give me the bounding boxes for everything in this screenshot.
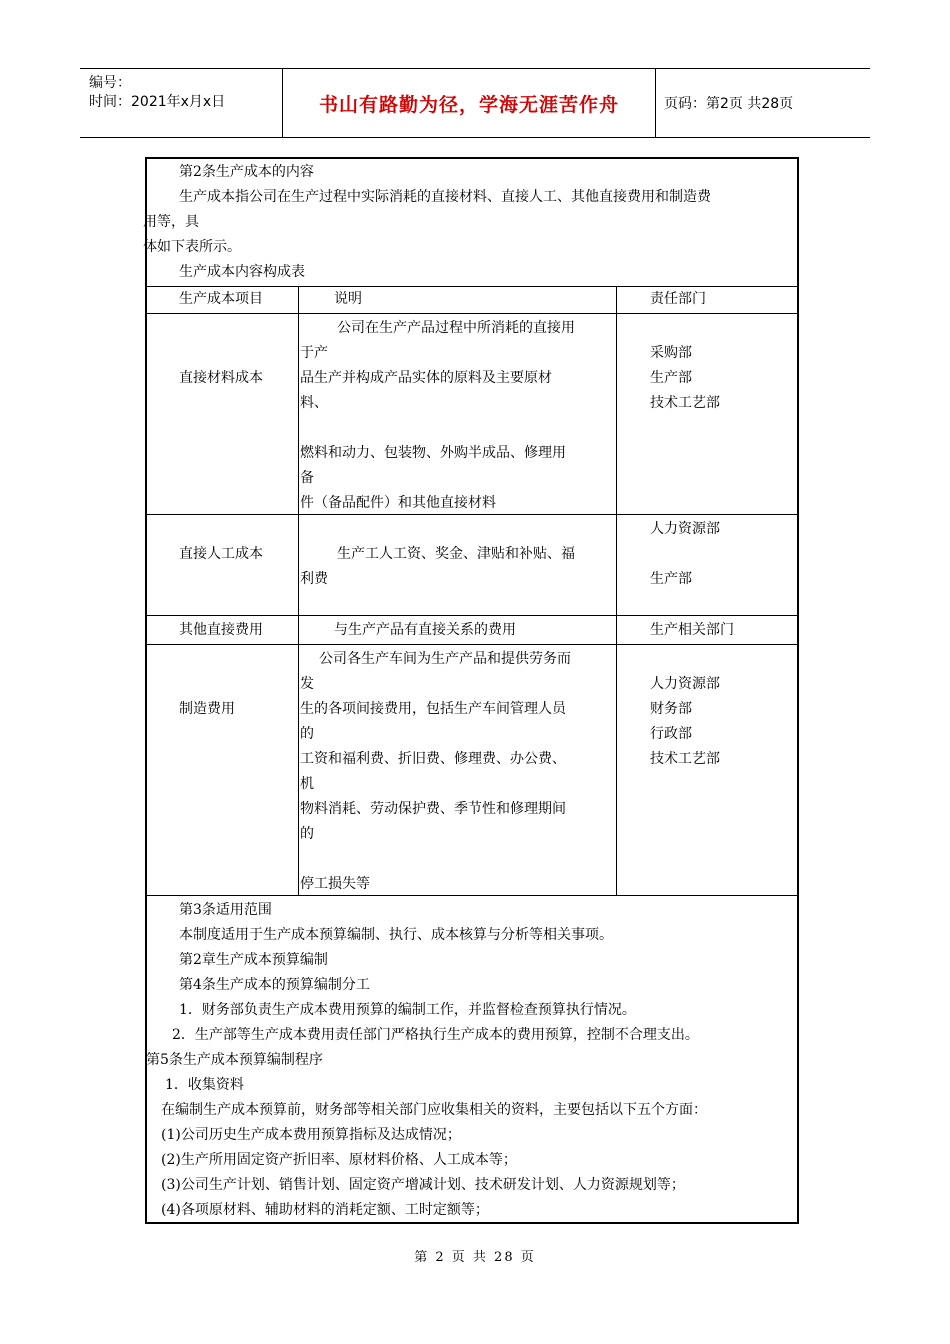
article-5-intro: 在编制生产成本预算前，财务部等相关部门应收集相关的资料，主要包括以下五个方面： — [161, 1102, 707, 1118]
table-row-divider-2 — [147, 615, 797, 616]
row-1-dept-3: 技术工艺部 — [650, 395, 720, 411]
row-4-desc-line-7: 物料消耗、劳动保护费、季节性和修理期间 — [300, 801, 566, 817]
row-4-dept-4: 技术工艺部 — [650, 751, 720, 767]
row-3-dept-1: 生产相关部门 — [650, 622, 734, 638]
document-frame — [145, 157, 799, 1224]
table-header-divider — [147, 313, 797, 314]
table-header-desc: 说明 — [334, 291, 362, 307]
header-left-cell — [80, 69, 282, 137]
article-5-list-2: (2)生产所用固定资产折旧率、原材料价格、人工成本等； — [161, 1152, 517, 1168]
row-2-desc-line-2: 利费 — [300, 571, 328, 587]
row-1-dept-1: 采购部 — [650, 345, 692, 361]
row-4-desc-line-3: 生的各项间接费用，包括生产车间管理人员 — [300, 701, 566, 717]
row-3-desc-line-1: 与生产产品有直接关系的费用 — [334, 622, 516, 638]
row-1-desc-line-8: 件（备品配件）和其他直接材料 — [300, 495, 496, 511]
article-4-item-1: 1．财务部负责生产成本费用预算的编制工作，并监督检查预算执行情况。 — [179, 1002, 636, 1018]
chapter-2-title: 第2章生产成本预算编制 — [179, 952, 328, 968]
date-label: 时间：2021年x月x日 — [89, 94, 226, 110]
row-4-dept-3: 行政部 — [650, 726, 692, 742]
row-1-item: 直接材料成本 — [179, 370, 263, 386]
table-row-divider-3 — [147, 644, 797, 645]
row-4-desc-line-6: 机 — [300, 776, 314, 792]
row-4-dept-1: 人力资源部 — [650, 676, 720, 692]
table-header-dept: 责任部门 — [650, 291, 706, 307]
row-1-desc-line-3: 品生产并构成产品实体的原料及主要原材 — [300, 370, 552, 386]
article-3-title: 第3条适用范围 — [179, 902, 272, 918]
row-2-dept-1: 人力资源部 — [650, 521, 720, 537]
row-2-desc-line-1: 生产工人工资、奖金、津贴和补贴、福 — [337, 546, 575, 562]
table-title: 生产成本内容构成表 — [179, 264, 305, 280]
row-1-dept-2: 生产部 — [650, 370, 692, 386]
page-header — [80, 68, 870, 138]
article-3-scope: 本制度适用于生产成本预算编制、执行、成本核算与分析等相关事项。 — [179, 927, 613, 943]
table-header-item: 生产成本项目 — [179, 291, 263, 307]
row-1-desc-line-4: 料、 — [300, 395, 328, 411]
article-5-list-3: (3)公司生产计划、销售计划、固定资产增减计划、技术研发计划、人力资源规划等； — [161, 1177, 685, 1193]
row-4-desc-line-1: 公司各生产车间为生产产品和提供劳务而 — [319, 651, 571, 667]
table-col-divider-1 — [298, 286, 299, 896]
row-1-desc-line-6: 燃料和动力、包装物、外购半成品、修理用 — [300, 445, 566, 461]
row-2-item: 直接人工成本 — [179, 546, 263, 562]
header-slogan: 书山有路勤为径，学海无涯苦作舟 — [282, 69, 656, 137]
row-1-desc-line-7: 备 — [300, 470, 314, 486]
row-3-item: 其他直接费用 — [179, 622, 263, 638]
table-bottom-border — [147, 895, 797, 896]
article-4-title: 第4条生产成本的预算编制分工 — [179, 977, 370, 993]
article-2-paragraph-line-3: 体如下表所示。 — [143, 239, 241, 255]
article-5-list-4: (4)各项原材料、辅助材料的消耗定额、工时定额等； — [161, 1202, 489, 1218]
row-4-desc-line-10: 停工损失等 — [300, 876, 370, 892]
row-1-desc-line-2: 于产 — [300, 345, 328, 361]
row-4-desc-line-8: 的 — [300, 826, 314, 842]
article-2-paragraph-line-1: 生产成本指公司在生产过程中实际消耗的直接材料、直接人工、其他直接费用和制造费 — [179, 189, 711, 205]
table-col-divider-2 — [616, 286, 617, 896]
article-2-title: 第2条生产成本的内容 — [179, 164, 314, 180]
article-5-step-1: 1．收集资料 — [165, 1077, 244, 1093]
article-5-list-1: (1)公司历史生产成本费用预算指标及达成情况； — [161, 1127, 461, 1143]
row-4-desc-line-4: 的 — [300, 726, 314, 742]
article-4-item-2: 2．生产部等生产成本费用责任部门严格执行生产成本的费用预算，控制不合理支出。 — [172, 1027, 699, 1043]
row-2-dept-3: 生产部 — [650, 571, 692, 587]
page-footer: 第 2 页 共 28 页 — [414, 1250, 536, 1265]
row-1-desc-line-1: 公司在生产产品过程中所消耗的直接用 — [337, 320, 575, 336]
article-5-title: 第5条生产成本预算编制程序 — [146, 1052, 323, 1068]
article-2-paragraph-line-2: 用等，具 — [143, 214, 199, 230]
row-4-desc-line-2: 发 — [300, 676, 314, 692]
row-4-dept-2: 财务部 — [650, 701, 692, 717]
row-4-item: 制造费用 — [179, 701, 235, 717]
row-4-desc-line-5: 工资和福利费、折旧费、修理费、办公费、 — [300, 751, 566, 767]
page-indicator: 页码：第2页 共28页 — [664, 96, 794, 112]
number-label: 编号： — [89, 75, 131, 91]
